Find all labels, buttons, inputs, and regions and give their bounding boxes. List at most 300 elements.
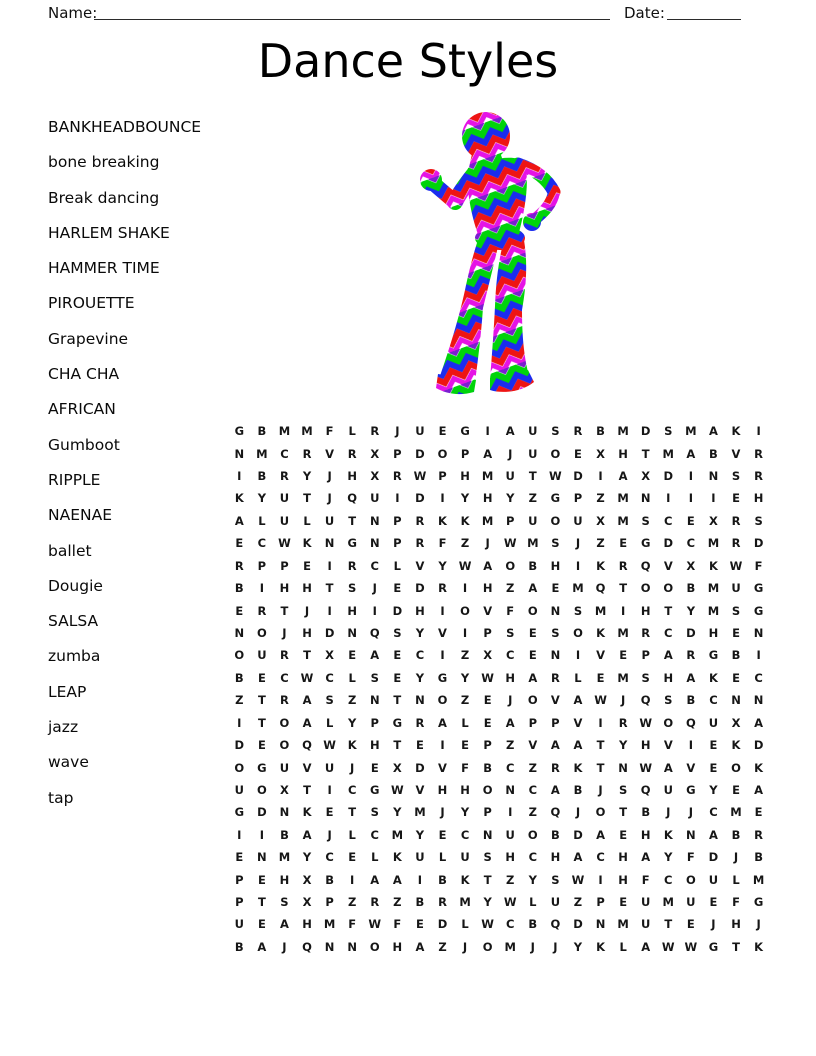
grid-letter: C — [460, 827, 470, 842]
grid-letter: E — [709, 760, 718, 775]
word-list-item: zumba — [48, 647, 101, 666]
grid-letter: T — [664, 603, 673, 618]
grid-letter: X — [370, 446, 380, 461]
grid-letter: L — [574, 670, 582, 685]
grid-letter: R — [415, 715, 425, 730]
grid-letter: W — [503, 895, 517, 910]
grid-letter: I — [598, 872, 603, 887]
grid-letter: W — [278, 536, 291, 551]
word-list-item: jazz — [48, 718, 79, 737]
grid-letter: U — [257, 648, 267, 663]
grid-letter: P — [596, 895, 605, 910]
grid-letter: P — [370, 715, 379, 730]
grid-letter: Q — [640, 558, 651, 573]
grid-letter: D — [573, 917, 583, 932]
grid-letter: U — [641, 917, 651, 932]
grid-letter: L — [348, 670, 356, 685]
grid-letter: U — [324, 760, 335, 775]
grid-letter: M — [707, 536, 720, 551]
word-list-item: PIROUETTE — [48, 294, 135, 313]
grid-letter: L — [325, 715, 334, 730]
grid-letter: B — [686, 693, 696, 708]
grid-letter: T — [257, 895, 266, 910]
grid-letter: J — [530, 939, 535, 954]
grid-letter: I — [598, 715, 603, 730]
grid-letter: E — [619, 827, 628, 842]
grid-letter: L — [348, 827, 356, 842]
grid-letter: T — [483, 872, 492, 887]
grid-letter: L — [461, 917, 469, 932]
grid-letter: J — [711, 917, 716, 932]
grid-letter: B — [528, 917, 538, 932]
grid-letter: T — [664, 917, 673, 932]
word-list-item: Gumboot — [48, 435, 120, 454]
grid-letter: V — [550, 693, 560, 708]
word-list-item: tap — [48, 788, 74, 807]
grid-letter: H — [550, 558, 561, 573]
grid-letter: J — [327, 469, 332, 484]
grid-letter: Y — [460, 491, 470, 506]
grid-letter: D — [753, 738, 764, 753]
grid-letter: O — [234, 648, 245, 663]
grid-letter: R — [392, 469, 402, 484]
grid-letter: S — [325, 693, 334, 708]
grid-letter: U — [731, 581, 741, 596]
grid-letter: A — [641, 850, 651, 865]
grid-letter: P — [393, 513, 402, 528]
grid-letter: O — [234, 760, 245, 775]
grid-letter: H — [279, 581, 290, 596]
grid-letter: O — [573, 626, 583, 640]
grid-letter: T — [641, 446, 650, 461]
grid-letter: E — [415, 738, 424, 753]
grid-letter: N — [550, 648, 561, 663]
grid-letter: W — [300, 670, 314, 685]
grid-letter: G — [347, 536, 357, 551]
grid-letter: F — [393, 917, 402, 932]
grid-letter: D — [415, 760, 425, 775]
grid-letter: V — [573, 715, 583, 730]
grid-letter: G — [753, 581, 764, 596]
grid-letter: N — [640, 491, 651, 506]
grid-letter: C — [325, 850, 334, 865]
grid-letter: Z — [235, 693, 244, 708]
grid-letter: H — [279, 872, 290, 887]
grid-letter: U — [528, 446, 538, 461]
grid-letter: M — [278, 424, 291, 439]
grid-letter: E — [235, 850, 244, 865]
grid-letter: S — [551, 424, 560, 439]
grid-letter: T — [348, 805, 357, 820]
grid-letter: H — [550, 850, 561, 865]
grid-letter: G — [753, 603, 764, 618]
word-list-item: HAMMER TIME — [48, 259, 160, 278]
date-fill-line — [667, 6, 741, 20]
grid-letter: T — [619, 805, 628, 820]
grid-letter: Y — [528, 872, 537, 887]
grid-letter: Y — [415, 670, 425, 685]
grid-letter: J — [395, 424, 400, 439]
grid-letter: S — [573, 603, 583, 618]
word-list-item: Grapevine — [48, 329, 129, 348]
grid-letter: C — [709, 805, 718, 820]
grid-letter: Z — [506, 581, 515, 596]
grid-letter: Y — [618, 738, 628, 753]
grid-letter: E — [325, 805, 334, 820]
grid-letter: P — [325, 895, 334, 910]
grid-letter: Q — [302, 738, 312, 753]
grid-letter: E — [709, 895, 718, 910]
grid-letter: E — [686, 513, 695, 528]
grid-letter: V — [415, 782, 425, 797]
grid-letter: M — [617, 626, 629, 640]
grid-letter: N — [753, 626, 764, 640]
grid-letter: C — [325, 670, 334, 685]
grid-letter: J — [304, 603, 310, 618]
grid-letter: H — [505, 670, 516, 685]
grid-letter: E — [732, 782, 740, 797]
grid-letter: W — [639, 760, 653, 775]
grid-letter: R — [257, 603, 267, 618]
grid-letter: Y — [686, 603, 696, 618]
dancer-illustration — [420, 110, 578, 396]
grid-letter: G — [370, 782, 380, 797]
grid-letter: B — [234, 670, 244, 685]
grid-letter: I — [327, 558, 332, 573]
grid-letter: C — [370, 558, 379, 573]
grid-letter: D — [686, 626, 696, 640]
grid-letter: J — [620, 693, 626, 708]
grid-letter: A — [686, 446, 696, 461]
grid-letter: D — [708, 850, 719, 865]
grid-letter: A — [505, 715, 515, 730]
grid-letter: G — [392, 715, 403, 730]
grid-letter: N — [505, 782, 516, 797]
grid-letter: P — [280, 558, 289, 573]
grid-letter: F — [732, 895, 740, 910]
grid-letter: B — [731, 827, 741, 842]
grid-letter: C — [280, 670, 289, 685]
grid-letter: C — [347, 782, 357, 797]
grid-letter: I — [756, 648, 761, 663]
grid-letter: H — [753, 491, 764, 506]
word-search-grid — [228, 420, 770, 958]
grid-letter: H — [347, 603, 357, 618]
grid-letter: E — [754, 805, 763, 820]
grid-letter: X — [325, 648, 335, 663]
grid-letter: O — [527, 693, 538, 708]
grid-letter: I — [237, 827, 242, 842]
grid-letter: M — [256, 446, 268, 461]
grid-letter: U — [505, 469, 515, 484]
grid-letter: E — [732, 626, 740, 640]
grid-letter: R — [302, 446, 312, 461]
grid-letter: R — [415, 536, 425, 551]
grid-letter: Q — [302, 939, 312, 954]
grid-letter: A — [573, 693, 583, 708]
grid-letter: Y — [415, 827, 425, 842]
grid-letter: R — [234, 558, 244, 573]
grid-letter: C — [506, 760, 515, 775]
grid-letter: A — [505, 424, 515, 439]
grid-letter: J — [462, 939, 468, 954]
grid-letter: B — [641, 805, 651, 820]
grid-letter: S — [280, 895, 289, 910]
grid-letter: R — [754, 446, 764, 461]
grid-letter: H — [640, 603, 651, 618]
grid-letter: R — [280, 469, 289, 484]
grid-letter: D — [234, 738, 245, 753]
grid-letter: U — [415, 424, 425, 439]
grid-letter: R — [550, 760, 560, 775]
grid-letter: E — [619, 648, 628, 663]
grid-letter: Z — [506, 738, 515, 753]
grid-letter: S — [618, 782, 628, 797]
grid-letter: J — [282, 626, 287, 640]
grid-letter: M — [707, 603, 720, 618]
grid-letter: J — [733, 850, 739, 865]
grid-letter: G — [234, 805, 245, 820]
grid-letter: T — [528, 469, 537, 484]
grid-letter: U — [708, 715, 719, 730]
grid-letter: I — [259, 581, 264, 596]
page-title: Dance Styles — [257, 34, 559, 88]
grid-letter: S — [483, 850, 492, 865]
grid-letter: L — [303, 513, 311, 528]
grid-letter: V — [483, 603, 493, 618]
grid-letter: E — [574, 446, 582, 461]
grid-letter: I — [508, 805, 513, 820]
grid-letter: Z — [460, 648, 470, 663]
grid-letter: V — [663, 738, 673, 753]
word-list-item: LEAP — [48, 682, 87, 701]
grid-letter: H — [437, 782, 448, 797]
grid-letter: H — [640, 827, 651, 842]
grid-letter: H — [505, 850, 516, 865]
grid-letter: N — [708, 469, 719, 484]
grid-letter: F — [348, 917, 357, 932]
grid-letter: O — [279, 738, 290, 753]
grid-letter: W — [368, 917, 382, 932]
grid-letter: A — [641, 939, 651, 954]
grid-letter: O — [550, 513, 561, 528]
grid-letter: B — [754, 850, 763, 865]
grid-letter: V — [438, 760, 447, 775]
grid-letter: H — [482, 491, 493, 506]
grid-letter: W — [684, 939, 698, 954]
grid-letter: I — [440, 648, 445, 663]
grid-letter: D — [415, 491, 425, 506]
word-list-item: ballet — [48, 541, 92, 560]
grid-letter: U — [279, 760, 290, 775]
grid-letter: W — [481, 917, 494, 932]
grid-letter: D — [753, 536, 764, 551]
grid-letter: E — [528, 648, 537, 663]
grid-letter: K — [234, 491, 244, 506]
grid-letter: K — [573, 760, 583, 775]
grid-letter: H — [347, 469, 357, 484]
grid-letter: A — [708, 827, 718, 842]
grid-letter: T — [596, 760, 605, 775]
grid-letter: T — [596, 738, 605, 753]
grid-letter: C — [415, 648, 425, 663]
grid-letter: A — [663, 648, 673, 663]
grid-letter: Y — [393, 805, 402, 820]
grid-letter: K — [460, 872, 470, 887]
grid-letter: J — [485, 536, 490, 551]
grid-letter: P — [393, 446, 402, 461]
grid-letter: X — [641, 469, 651, 484]
grid-letter: R — [731, 536, 741, 551]
grid-letter: K — [302, 536, 312, 551]
grid-letter: A — [596, 827, 605, 842]
grid-letter: I — [259, 827, 264, 842]
grid-letter: K — [302, 805, 312, 820]
grid-letter: X — [708, 513, 718, 528]
grid-letter: X — [392, 760, 402, 775]
grid-letter: Q — [640, 782, 651, 797]
grid-letter: T — [303, 491, 311, 506]
grid-letter: Z — [348, 895, 357, 910]
grid-letter: O — [685, 872, 696, 887]
grid-letter: F — [641, 872, 650, 887]
grid-letter: J — [666, 805, 671, 820]
grid-letter: P — [641, 648, 650, 663]
grid-letter: U — [573, 513, 583, 528]
grid-letter: Y — [573, 939, 583, 954]
grid-letter: K — [754, 939, 764, 954]
grid-letter: O — [437, 446, 448, 461]
grid-letter: L — [371, 850, 379, 865]
grid-letter: J — [575, 805, 581, 820]
grid-letter: O — [550, 446, 561, 461]
grid-letter: I — [440, 738, 445, 753]
grid-letter: N — [324, 536, 335, 551]
grid-letter: E — [619, 895, 628, 910]
grid-letter: L — [393, 558, 401, 573]
grid-letter: D — [392, 603, 403, 618]
grid-letter: U — [415, 850, 425, 865]
grid-letter: R — [280, 693, 289, 708]
grid-letter: P — [235, 895, 244, 910]
grid-letter: G — [234, 424, 245, 439]
grid-letter: G — [708, 648, 719, 663]
grid-letter: U — [370, 491, 380, 506]
grid-letter: Z — [596, 491, 605, 506]
grid-letter: R — [438, 581, 447, 596]
grid-letter: N — [347, 939, 357, 954]
grid-letter: V — [438, 626, 447, 640]
grid-letter: J — [327, 827, 332, 842]
grid-letter: S — [664, 693, 673, 708]
grid-letter: Q — [347, 491, 358, 506]
grid-letter: N — [595, 917, 606, 932]
grid-letter: N — [369, 536, 380, 551]
grid-letter: M — [662, 895, 674, 910]
grid-letter: W — [571, 872, 585, 887]
grid-letter: H — [302, 917, 312, 932]
grid-letter: H — [618, 850, 628, 865]
grid-letter: S — [370, 805, 379, 820]
grid-letter: A — [528, 581, 538, 596]
grid-letter: L — [529, 895, 537, 910]
grid-letter: R — [370, 424, 380, 439]
grid-letter: I — [485, 424, 490, 439]
grid-letter: S — [506, 626, 515, 640]
grid-letter: S — [731, 469, 741, 484]
word-list-item: Dougie — [48, 576, 103, 595]
grid-letter: U — [279, 491, 290, 506]
grid-letter: S — [551, 872, 560, 887]
grid-letter: I — [237, 469, 242, 484]
grid-letter: M — [527, 536, 539, 551]
grid-letter: A — [302, 693, 312, 708]
grid-letter: E — [528, 626, 537, 640]
grid-letter: N — [279, 805, 290, 820]
grid-letter: Y — [709, 782, 718, 797]
grid-letter: W — [729, 558, 743, 573]
grid-letter: X — [686, 558, 696, 573]
grid-letter: U — [528, 424, 538, 439]
grid-letter: O — [256, 782, 267, 797]
grid-letter: C — [664, 626, 673, 640]
word-list-item: NAENAE — [48, 506, 112, 525]
grid-letter: M — [459, 895, 471, 910]
grid-letter: S — [551, 626, 560, 640]
grid-letter: R — [686, 648, 696, 663]
grid-letter: L — [258, 513, 266, 528]
grid-letter: P — [528, 715, 538, 730]
grid-letter: D — [663, 469, 674, 484]
grid-letter: U — [324, 513, 335, 528]
grid-letter: J — [508, 693, 513, 708]
grid-letter: C — [596, 850, 605, 865]
grid-letter: O — [527, 603, 538, 618]
grid-letter: W — [481, 670, 494, 685]
grid-letter: B — [573, 782, 583, 797]
word-list — [48, 110, 238, 816]
grid-letter: V — [731, 446, 741, 461]
grid-letter: A — [257, 939, 267, 954]
grid-letter: F — [686, 850, 695, 865]
grid-letter: A — [663, 760, 673, 775]
grid-letter: F — [506, 603, 515, 618]
grid-letter: R — [347, 446, 357, 461]
grid-letter: E — [438, 424, 447, 439]
grid-letter: K — [663, 827, 673, 842]
grid-letter: E — [348, 648, 357, 663]
grid-letter: D — [257, 805, 267, 820]
grid-letter: T — [619, 581, 628, 596]
grid-letter: K — [731, 424, 741, 439]
word-list-item: RIPPLE — [48, 470, 101, 489]
grid-letter: G — [550, 491, 561, 506]
grid-letter: I — [417, 872, 423, 887]
grid-letter: C — [528, 850, 538, 865]
grid-letter: A — [573, 850, 583, 865]
date-label: Date: — [624, 4, 665, 22]
grid-letter: U — [708, 872, 719, 887]
grid-letter: I — [575, 558, 581, 573]
grid-letter: B — [415, 895, 425, 910]
grid-letter: S — [754, 513, 763, 528]
grid-letter: I — [711, 491, 716, 506]
grid-letter: D — [415, 581, 425, 596]
grid-letter: B — [257, 469, 267, 484]
grid-letter: B — [596, 424, 605, 439]
grid-letter: R — [347, 558, 357, 573]
grid-letter: E — [415, 917, 424, 932]
